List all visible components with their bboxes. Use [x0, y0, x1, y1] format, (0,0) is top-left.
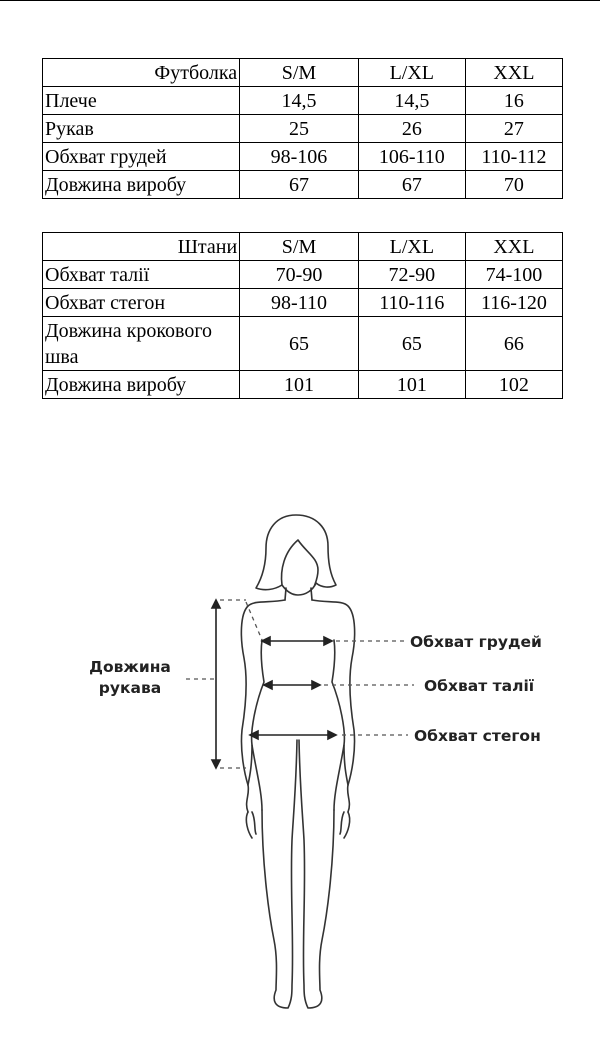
table-row [43, 115, 563, 143]
row-label: Обхват талії [43, 261, 240, 289]
table-cell: 98-106 [240, 143, 359, 171]
table-cell: 101 [240, 371, 359, 399]
row-label: Обхват грудей [43, 143, 240, 171]
hips-arrow [250, 731, 336, 739]
pants-size-table [42, 232, 563, 399]
sleeve-length-label-line2: рукава [98, 679, 162, 697]
table-row [43, 87, 563, 115]
table-row [43, 317, 563, 371]
size-header-xxl: XXL [465, 233, 562, 261]
chest-label: Обхват грудей [410, 633, 542, 651]
table-row [43, 143, 563, 171]
row-label: Довжина крокового шва [43, 317, 240, 371]
table-cell: 70-90 [240, 261, 359, 289]
table-header-row [43, 59, 563, 87]
table-cell: 65 [358, 317, 465, 371]
table-cell: 74-100 [465, 261, 562, 289]
table-cell: 72-90 [358, 261, 465, 289]
table-cell: 14,5 [240, 87, 359, 115]
table-row [43, 289, 563, 317]
table-cell: 101 [358, 371, 465, 399]
table-cell: 116-120 [465, 289, 562, 317]
female-body-outline-icon [241, 515, 354, 1008]
size-header-lxl: L/XL [358, 59, 465, 87]
table-cell: 67 [240, 171, 359, 199]
table-cell: 16 [465, 87, 562, 115]
table-cell: 98-110 [240, 289, 359, 317]
table-cell: 66 [465, 317, 562, 371]
chest-arrow [262, 637, 332, 645]
row-label: Довжина виробу [43, 171, 240, 199]
table-title-cell: Футболка [43, 59, 240, 87]
table-header-row [43, 233, 563, 261]
table-cell: 106-110 [358, 143, 465, 171]
row-label: Довжина виробу [43, 371, 240, 399]
table-cell: 14,5 [358, 87, 465, 115]
table-cell: 25 [240, 115, 359, 143]
body-measurement-figure [0, 440, 600, 1061]
table-row [43, 261, 563, 289]
size-header-lxl: L/XL [358, 233, 465, 261]
table-cell: 102 [465, 371, 562, 399]
row-label: Обхват стегон [43, 289, 240, 317]
table-cell: 26 [358, 115, 465, 143]
table-cell: 110-116 [358, 289, 465, 317]
waist-label: Обхват талії [424, 677, 535, 695]
sleeve-length-label-line1: Довжина [89, 658, 171, 676]
sleeve-length-arrow [212, 600, 220, 768]
hips-label: Обхват стегон [414, 727, 541, 745]
table-cell: 67 [358, 171, 465, 199]
table-title-cell: Штани [43, 233, 240, 261]
size-header-xxl: XXL [465, 59, 562, 87]
table-row [43, 371, 563, 399]
waist-arrow [264, 681, 320, 689]
table-cell: 70 [465, 171, 562, 199]
sleeve-guide-lines [186, 600, 262, 768]
table-row [43, 171, 563, 199]
table-cell: 110-112 [465, 143, 562, 171]
table-cell: 27 [465, 115, 562, 143]
table-cell: 65 [240, 317, 359, 371]
size-header-sm: S/M [240, 233, 359, 261]
top-border-line [0, 0, 600, 1]
tshirt-size-table [42, 58, 563, 199]
size-header-sm: S/M [240, 59, 359, 87]
row-label: Рукав [43, 115, 240, 143]
row-label: Плече [43, 87, 240, 115]
